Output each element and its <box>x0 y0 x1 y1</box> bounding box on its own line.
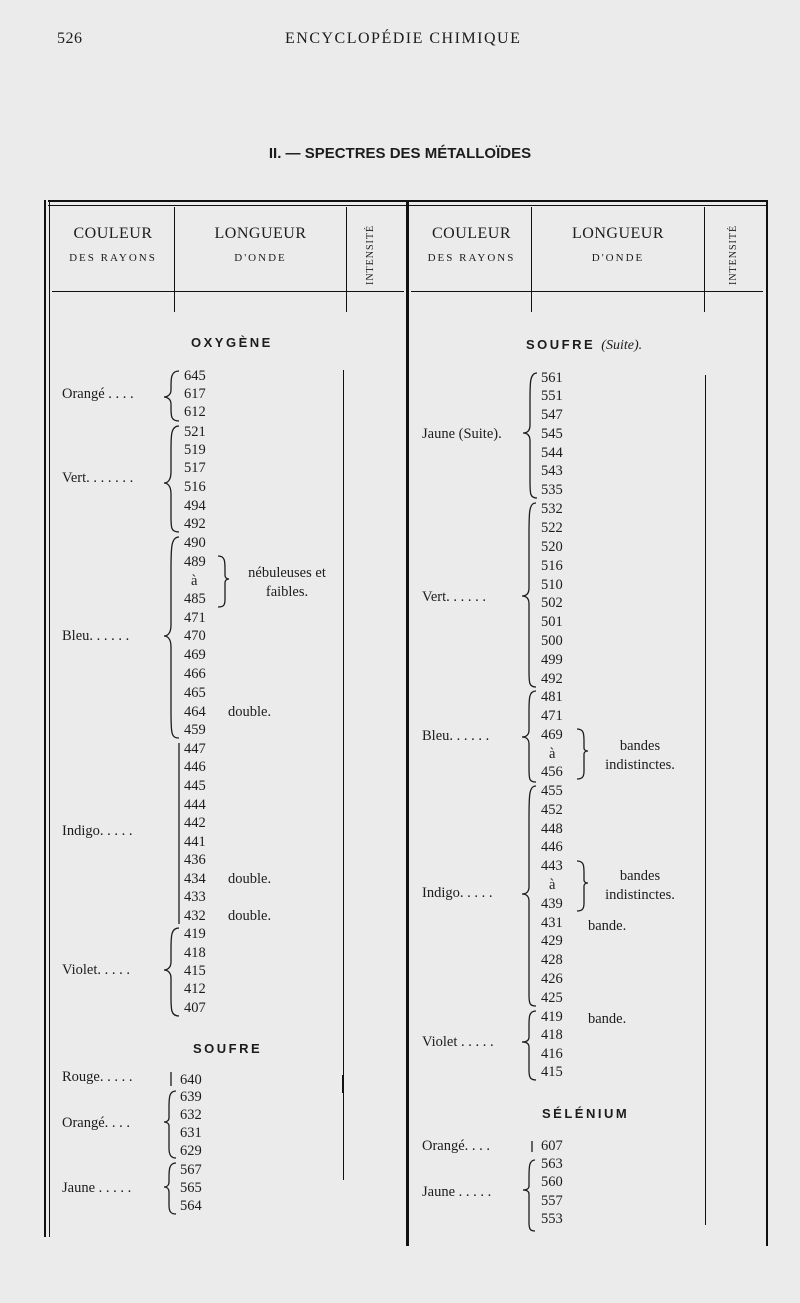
wavelength-value: 469 <box>184 647 206 663</box>
element-title-suffix: (Suite). <box>601 338 643 353</box>
wavelength-value: 489 <box>184 554 206 570</box>
wavelength-value: 545 <box>541 426 563 442</box>
brace-green <box>164 426 179 532</box>
note-line: nébuleuses et <box>248 565 326 581</box>
wavelength-value: 419 <box>541 1009 563 1025</box>
wavelength-value: 428 <box>541 952 563 968</box>
wavelength-value: 415 <box>541 1064 563 1080</box>
color-label-green: Vert. . . . . . <box>422 589 487 605</box>
wavelength-value: 543 <box>541 463 563 479</box>
wavelength-value: 492 <box>541 671 563 687</box>
wavelength-value: 446 <box>541 839 563 855</box>
wavelength-value: 561 <box>541 370 563 386</box>
color-label-orange: Orangé. . . . <box>422 1138 491 1154</box>
wavelength-value: 645 <box>184 368 206 384</box>
wavelength-value: 532 <box>541 501 563 517</box>
note-line: faibles. <box>265 584 309 600</box>
color-header-label: COULEUR <box>73 225 153 242</box>
wavelength-value: 447 <box>184 741 206 757</box>
brace-range <box>577 861 588 911</box>
wavelength-value: 485 <box>184 591 206 607</box>
wavelength-value: 464 <box>184 704 206 720</box>
wavelength-value: 516 <box>184 479 206 495</box>
note-double: double. <box>228 908 272 924</box>
wavelength-value: 433 <box>184 889 206 905</box>
color-label-indigo: Indigo. . . . . <box>422 885 493 901</box>
color-label-orange: Orangé. . . . <box>62 1115 131 1131</box>
brace-range <box>577 729 588 779</box>
element-title-sulfur: SOUFRE <box>193 1041 263 1056</box>
wavelength-value: 439 <box>541 896 563 912</box>
brace-green <box>522 503 536 687</box>
element-title-text: SOUFRE <box>526 337 596 352</box>
element-title-oxygen: OXYGÈNE <box>191 335 273 350</box>
wavelength-value: 521 <box>184 424 206 440</box>
wavelength-value: 564 <box>180 1198 202 1214</box>
wavelength-range-a: à <box>191 573 198 589</box>
note-band: bande. <box>588 1011 627 1027</box>
color-label-yellow: Jaune . . . . . <box>422 1184 492 1200</box>
wavelength-value: 519 <box>184 442 206 458</box>
wavelength-value: 432 <box>184 908 206 924</box>
wavelength-value: 456 <box>541 764 563 780</box>
wavelength-value: 412 <box>184 981 206 997</box>
wavelength-value: 425 <box>541 990 563 1006</box>
wavelength-value: 415 <box>184 963 206 979</box>
wavelength-value: 629 <box>180 1143 202 1159</box>
brace-yellow <box>523 373 537 498</box>
wavelength-value: 522 <box>541 520 563 536</box>
brace-yellow <box>523 1160 535 1231</box>
wavelength-value: 553 <box>541 1211 563 1227</box>
element-title-selenium: SÉLÉNIUM <box>542 1106 630 1121</box>
wavelength-value: 436 <box>184 852 206 868</box>
wavelength-value: 466 <box>184 666 206 682</box>
wavelength-value: 470 <box>184 628 206 644</box>
wavelength-value: 494 <box>184 498 206 514</box>
wavelength-value: 434 <box>184 871 206 887</box>
wavelength-value: 446 <box>184 759 206 775</box>
color-label-yellow: Jaune . . . . . <box>62 1180 132 1196</box>
color-label-green: Vert. . . . . . . <box>62 470 134 486</box>
wavelength-value: 565 <box>180 1180 202 1196</box>
wavelength-value: 547 <box>541 407 563 423</box>
note-line: indistinctes. <box>605 887 675 903</box>
intensity-column-header: INTENSITÉ <box>365 224 376 285</box>
wavelength-value: 490 <box>184 535 206 551</box>
wavelength-value: 520 <box>541 539 563 555</box>
page-number: 526 <box>57 30 83 47</box>
wavelength-value: 492 <box>184 516 206 532</box>
wavelength-value: 448 <box>541 821 563 837</box>
brace-violet <box>522 1011 536 1080</box>
color-header-sublabel: DES RAYONS <box>427 252 516 264</box>
wavelength-value: 416 <box>541 1046 563 1062</box>
wavelength-header-sublabel: D'ONDE <box>591 252 645 264</box>
wavelength-value: 452 <box>541 802 563 818</box>
brace-blue <box>522 691 536 782</box>
wavelength-value: 612 <box>184 404 206 420</box>
wavelength-value: 407 <box>184 1000 206 1016</box>
brace-blue <box>164 537 179 738</box>
wavelength-value: 500 <box>541 633 563 649</box>
brace-violet <box>164 928 179 1016</box>
brace-yellow <box>164 1163 176 1214</box>
note-line: bandes <box>619 868 661 884</box>
color-label-violet: Violet. . . . . <box>62 962 130 978</box>
wavelength-value: 516 <box>541 558 563 574</box>
wavelength-value: 639 <box>180 1089 202 1105</box>
wavelength-value: 499 <box>541 652 563 668</box>
wavelength-value: 469 <box>541 727 563 743</box>
wavelength-value: 481 <box>541 689 563 705</box>
wavelength-value: 419 <box>184 926 206 942</box>
color-header-sublabel: DES RAYONS <box>69 252 157 264</box>
wavelength-range-a: à <box>549 746 556 762</box>
brace-orange <box>164 371 179 421</box>
wavelength-value: 560 <box>541 1174 563 1190</box>
wavelength-value: 517 <box>184 460 206 476</box>
note-line: bandes <box>619 738 661 754</box>
color-label-blue: Bleu. . . . . . <box>62 628 130 644</box>
note-band: bande. <box>588 918 627 934</box>
wavelength-value: 426 <box>541 971 563 987</box>
wavelength-value: 471 <box>541 708 563 724</box>
color-label-violet: Violet . . . . . <box>422 1034 494 1050</box>
wavelength-value: 510 <box>541 577 563 593</box>
wavelength-value: 445 <box>184 778 206 794</box>
wavelength-value: 442 <box>184 815 206 831</box>
color-label-blue: Bleu. . . . . . <box>422 728 490 744</box>
wavelength-value: 418 <box>184 945 206 961</box>
intensity-column-header: INTENSITÉ <box>728 224 739 285</box>
wavelength-value: 631 <box>180 1125 202 1141</box>
wavelength-value: 459 <box>184 722 206 738</box>
wavelength-header-label: LONGUEUR <box>214 225 307 242</box>
wavelength-value: 544 <box>541 445 563 461</box>
wavelength-header-label: LONGUEUR <box>572 225 664 242</box>
wavelength-range-a: à <box>549 877 556 893</box>
color-label-yellow: Jaune (Suite). <box>422 426 502 442</box>
running-title: ENCYCLOPÉDIE CHIMIQUE <box>285 30 522 47</box>
wavelength-value: 617 <box>184 386 206 402</box>
wavelength-value: 443 <box>541 858 563 874</box>
wavelength-value: 444 <box>184 797 206 813</box>
brace-orange <box>164 1091 176 1158</box>
wavelength-value: 418 <box>541 1027 563 1043</box>
note-line: indistinctes. <box>605 757 675 773</box>
wavelength-value: 429 <box>541 933 563 949</box>
wavelength-value: 441 <box>184 834 206 850</box>
wavelength-value: 640 <box>180 1072 202 1088</box>
wavelength-value: 567 <box>180 1162 202 1178</box>
wavelength-value: 535 <box>541 482 563 498</box>
wavelength-value: 632 <box>180 1107 202 1123</box>
brace-indigo <box>522 786 536 1006</box>
wavelength-value: 563 <box>541 1156 563 1172</box>
wavelength-value: 502 <box>541 595 563 611</box>
wavelength-value: 465 <box>184 685 206 701</box>
wavelength-value: 455 <box>541 783 563 799</box>
wavelength-value: 557 <box>541 1193 563 1209</box>
color-header-label: COULEUR <box>431 225 512 242</box>
note-double: double. <box>228 871 272 887</box>
wavelength-value: 431 <box>541 915 563 931</box>
color-label-orange: Orangé . . . . <box>62 386 134 402</box>
wavelength-value: 501 <box>541 614 563 630</box>
wavelength-value: 607 <box>541 1138 563 1154</box>
wavelength-header-sublabel: D'ONDE <box>234 252 287 264</box>
brace-range <box>218 556 229 607</box>
note-double: double. <box>228 704 272 720</box>
section-title: II. — SPECTRES DES MÉTALLOÏDES <box>268 145 532 162</box>
wavelength-value: 471 <box>184 610 206 626</box>
color-label-indigo: Indigo. . . . . <box>62 823 133 839</box>
wavelength-value: 551 <box>541 388 563 404</box>
color-label-red: Rouge. . . . . <box>62 1069 133 1085</box>
